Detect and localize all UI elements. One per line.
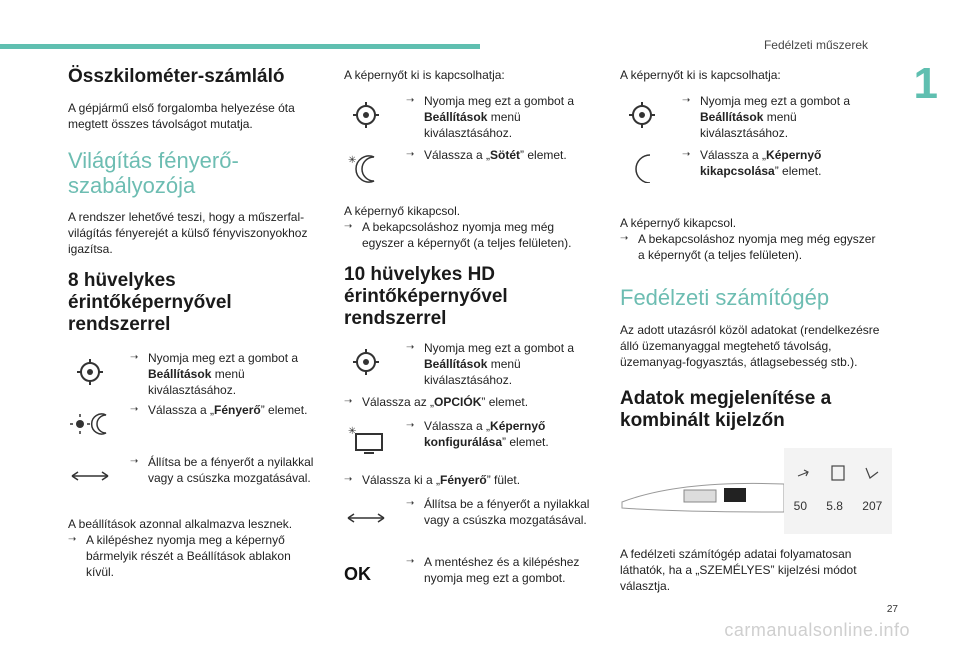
header-accent-bar [0, 44, 480, 49]
arrow-bullet-icon: ➝ [682, 149, 691, 160]
arrow-bullet-icon: ➝ [130, 404, 139, 415]
step-brightness [68, 402, 318, 450]
odometer-title: Összkilométer-számláló [68, 66, 285, 87]
step-settings-button [68, 350, 318, 398]
slider-arrows-icon [68, 458, 112, 490]
arrow-bullet-icon: ➝ [682, 95, 691, 106]
instrument-cluster-illustration [620, 448, 892, 534]
slider-arrows-icon [344, 500, 388, 532]
arrow-bullet-icon: ➝ [406, 420, 415, 431]
tab-text: ➝ Válassza ki a „Fényerő” fület. [344, 473, 521, 487]
column-1 [68, 62, 318, 580]
personal-text: A fedélzeti számítógép adatai folyamatosan láthatók, ha a „SZEMÉLYES” kijelzési módot választja. [620, 547, 857, 593]
trip-icons [784, 458, 892, 488]
computer-text: Az adott utazásról közöl adatokat (rendelkezésre álló üzemanyaggal megtehető távolság, üzemanyag-fogyasztás, átlagsebesség stb.). [620, 323, 880, 369]
trip-value: 50 [793, 499, 807, 513]
gear-icon [620, 97, 664, 129]
step-settings-button [344, 93, 594, 145]
step-slider [344, 496, 594, 550]
arrow-bullet-icon: ➝ [130, 456, 139, 467]
dimmer-text: A rendszer lehetővé teszi, hogy a műszerfal-világítás fényerejét a külső fényviszonyokhoz igazítsa. [68, 210, 308, 256]
step-text: ➝ Nyomja meg ezt a gombot a Beállítások menü kiválasztásához. [406, 341, 575, 387]
dimmer-title: Világítás fényerő-szabályozója [68, 148, 239, 198]
off-text: A képernyő kikapcsol. [620, 216, 737, 230]
arrow-bullet-icon: ➝ [406, 498, 415, 509]
trip-value: 207 [862, 499, 883, 513]
step-text: ➝ Állítsa be a fényerőt a nyilakkal vagy a csúszka mozgatásával. [130, 455, 314, 485]
arrow-bullet-icon: ➝ [406, 149, 415, 160]
arrow-bullet-icon: ➝ [406, 342, 415, 353]
apply-text: A beállítások azonnal alkalmazva lesznek. [68, 517, 293, 531]
gear-icon [68, 354, 112, 386]
step-screen-off [620, 147, 880, 205]
step-text: ➝ Állítsa be a fényerőt a nyilakkal vagy a csúszka mozgatásával. [406, 497, 590, 527]
column-2 [344, 62, 594, 594]
step-text: ➝ Válassza a „Sötét” elemet. [406, 148, 567, 162]
step-screen-config [344, 418, 594, 466]
step-text: ➝ Nyomja meg ezt a gombot a Beállítások menü kiválasztásához. [130, 351, 299, 397]
step-text: ➝ A mentéshez és a kilépéshez nyomja meg ezt a gombot. [406, 555, 580, 585]
on-text: ➝ A bekapcsoláshoz nyomja meg még egyszer a képernyőt (a teljes felületen). [344, 220, 572, 250]
step-dark [344, 147, 594, 195]
arrow-bullet-icon: ➝ [130, 352, 139, 363]
arrow-bullet-icon: ➝ [406, 556, 415, 567]
option-text: ➝ Válassza az „OPCIÓK” elemet. [344, 395, 529, 409]
arrow-bullet-icon: ➝ [620, 233, 629, 244]
gear-icon [344, 97, 388, 129]
trip-data-panel [784, 448, 892, 534]
step-settings-button [344, 340, 594, 392]
moon-icon [620, 151, 664, 183]
step-text: ➝ Válassza a „Képernyő konfigurálása” elemet. [406, 419, 549, 449]
step-ok [344, 554, 594, 594]
eight-inch-title: 8 hüvelykes érintőképernyővel rendszerrel [68, 270, 232, 335]
ok-button-icon: OK [344, 564, 371, 584]
step-text: ➝ Nyomja meg ezt a gombot a Beállítások menü kiválasztásához. [682, 94, 851, 140]
svg-text:✳: ✳ [348, 426, 357, 437]
arrow-bullet-icon: ➝ [68, 534, 77, 545]
chapter-number: 1 [913, 59, 938, 108]
odometer-text: A gépjármű első forgalomba helyezése óta megtett összes távolságot mutatja. [68, 101, 295, 131]
arrow-bullet-icon: ➝ [344, 474, 353, 485]
step-text: ➝ Válassza a „Fényerő” elemet. [130, 403, 308, 417]
screen-brightness-icon [344, 422, 388, 454]
trip-values [784, 498, 892, 514]
exit-text: ➝ A kilépéshez nyomja meg a képernyő bármelyik részét a Beállítások ablakon kívül. [68, 533, 291, 579]
gear-icon [344, 344, 388, 376]
arrow-bullet-icon: ➝ [344, 221, 353, 232]
off-intro: A képernyőt ki is kapcsolhatja: [620, 68, 781, 82]
arrow-bullet-icon: ➝ [344, 396, 353, 407]
arrow-bullet-icon: ➝ [406, 95, 415, 106]
off-text: A képernyő kikapcsol. [344, 204, 461, 218]
step-text: ➝ Nyomja meg ezt a gombot a Beállítások menü kiválasztásához. [406, 94, 575, 140]
off-intro: A képernyőt ki is kapcsolhatja: [344, 68, 505, 82]
step-settings-button [620, 93, 880, 145]
page-number: 27 [886, 604, 898, 615]
cluster-outline-icon [620, 462, 784, 522]
trip-value: 5.8 [826, 499, 843, 513]
brightness-moon-icon [68, 406, 112, 438]
ten-inch-title: 10 hüvelykes HD érintőképernyővel rendszerrel [344, 264, 508, 329]
step-slider [68, 454, 318, 510]
svg-text:✳: ✳ [348, 155, 357, 166]
display-title: Adatok megjelenítése a kombinált kijelzőn [620, 388, 832, 431]
watermark: carmanualsonline.info [724, 620, 910, 640]
on-text: ➝ A bekapcsoláshoz nyomja meg még egyszer a képernyőt (a teljes felületen). [620, 232, 876, 262]
section-title: Fedélzeti műszerek [763, 38, 868, 52]
column-3 [620, 62, 883, 594]
computer-title: Fedélzeti számítógép [620, 285, 830, 310]
moon-star-icon [344, 151, 388, 183]
step-text: ➝ Válassza a „Képernyő kikapcsolása” elemet. [682, 148, 822, 178]
